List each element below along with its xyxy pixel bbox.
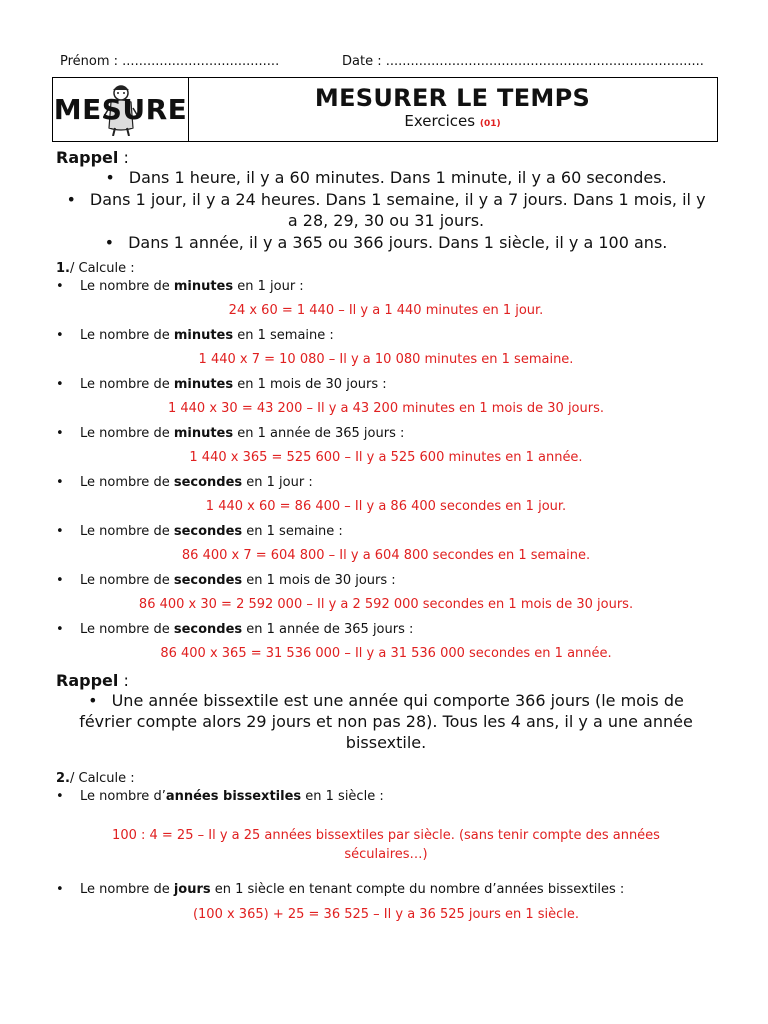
answer: 86 400 x 30 = 2 592 000 – Il y a 2 592 000 secondes en 1 mois de 30 jours. (138, 597, 634, 612)
subject-cell (53, 78, 189, 141)
question: • Le nombre de jours en 1 siècle en tenant compte du nombre d’années bissextiles : (56, 882, 716, 897)
answer: 24 x 60 = 1 440 – Il y a 1 440 minutes en 1 jour. (228, 303, 544, 318)
prenom-field: Prénom : ...................................... (60, 54, 280, 69)
rappel-item: • Dans 1 année, il y a 365 ou 366 jours. Dans 1 siècle, il y a 100 ans. (56, 232, 716, 253)
exercise-2-title: 2./ Calcule : (56, 771, 135, 786)
title-cell (188, 78, 717, 141)
question: • Le nombre d’années bissextiles en 1 siècle : (56, 789, 716, 804)
exercise-1-title: 1./ Calcule : (56, 261, 135, 276)
answer: 100 : 4 = 25 – Il y a 25 années bissextiles par siècle. (sans tenir compte des années séculaires…) (112, 828, 660, 862)
header-box (52, 77, 718, 142)
subtitle-text: Exercices (404, 112, 476, 130)
question: • Le nombre de minutes en 1 semaine : (56, 328, 716, 343)
exercise-number: (01) (479, 119, 501, 129)
page-title: MESURER LE TEMPS (314, 84, 591, 112)
question: • Le nombre de secondes en 1 année de 365 jours : (56, 622, 716, 637)
answer: 86 400 x 365 = 31 536 000 – Il y a 31 536 000 secondes en 1 année. (160, 646, 612, 661)
answer: (100 x 365) + 25 = 36 525 – Il y a 36 525 jours en 1 siècle. (192, 907, 580, 922)
rappel-item: • Dans 1 heure, il y a 60 minutes. Dans 1 minute, il y a 60 secondes. (56, 167, 716, 188)
answer: 86 400 x 7 = 604 800 – Il y a 604 800 secondes en 1 semaine. (181, 548, 591, 563)
answer: 1 440 x 60 = 86 400 – Il y a 86 400 secondes en 1 jour. (205, 499, 567, 514)
question: • Le nombre de secondes en 1 semaine : (56, 524, 716, 539)
subject-label: MESURE (53, 93, 188, 126)
page-subtitle (188, 112, 717, 130)
content (56, 148, 716, 922)
rappel-item: • Une année bissextile est une année qui comporte 366 jours (le mois de février compte alors 29 jours et non pas 28). Tous les 4 ans, il y a une année bissextile. (56, 690, 716, 753)
question: • Le nombre de secondes en 1 mois de 30 jours : (56, 573, 716, 588)
rappel-list (56, 167, 716, 253)
date-field: Date : ............................................................................. (342, 54, 704, 69)
rappel-list (56, 690, 716, 753)
rappel-item: • Dans 1 jour, il y a 24 heures. Dans 1 semaine, il y a 7 jours. Dans 1 mois, il y a 28, 29, 30 ou 31 jours. (56, 189, 716, 231)
question: • Le nombre de secondes en 1 jour : (56, 475, 716, 490)
rappel-title: Rappel : (56, 148, 129, 167)
answer: 1 440 x 7 = 10 080 – Il y a 10 080 minutes en 1 semaine. (198, 352, 574, 367)
question: • Le nombre de minutes en 1 année de 365 jours : (56, 426, 716, 441)
question: • Le nombre de minutes en 1 mois de 30 jours : (56, 377, 716, 392)
answer: 1 440 x 30 = 43 200 – Il y a 43 200 minutes en 1 mois de 30 jours. (167, 401, 605, 416)
question: • Le nombre de minutes en 1 jour : (56, 279, 716, 294)
answer: 1 440 x 365 = 525 600 – Il y a 525 600 minutes en 1 année. (189, 450, 583, 465)
rappel-title: Rappel : (56, 671, 129, 690)
